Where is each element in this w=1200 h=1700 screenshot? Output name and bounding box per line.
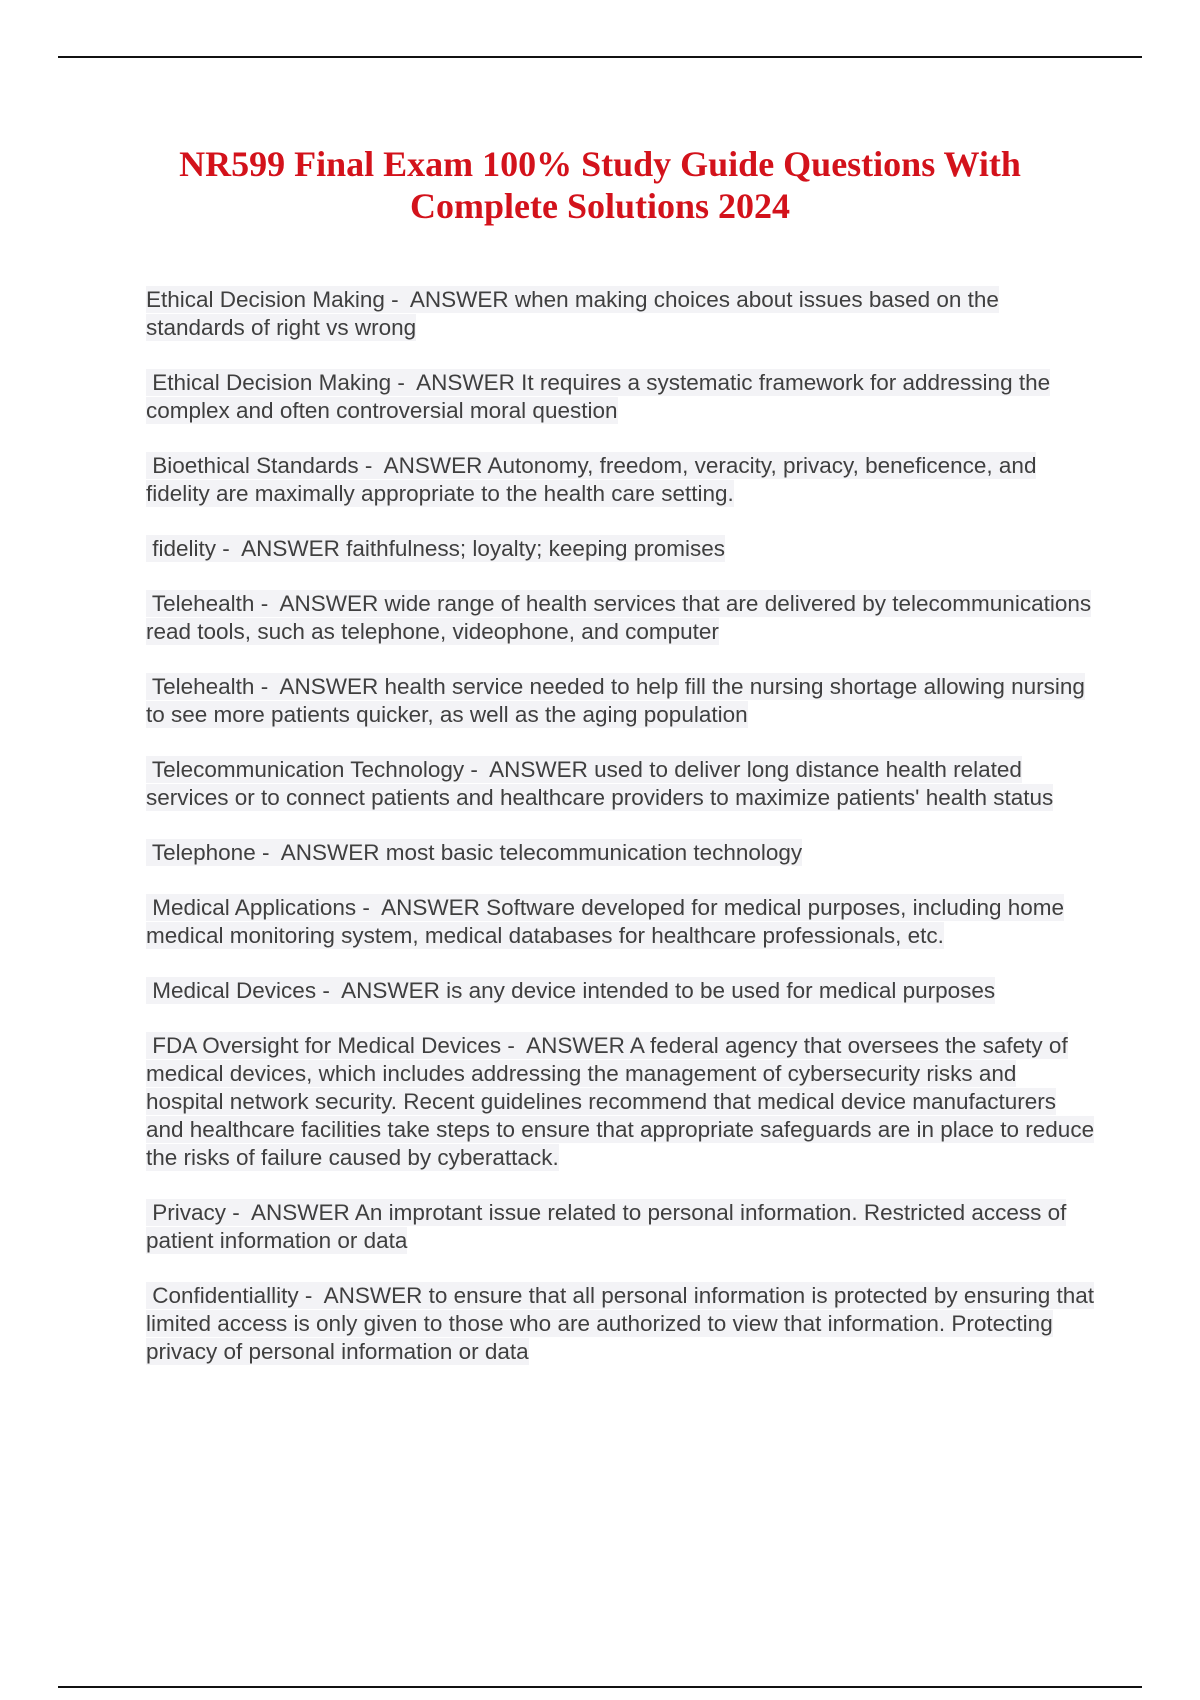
- qa-term: Telecommunication Technology: [151, 757, 465, 782]
- qa-highlight: [146, 535, 725, 562]
- qa-highlight: [146, 369, 1050, 424]
- qa-highlight: [146, 452, 1036, 507]
- qa-answer: ANSWER most basic telecommunication technology: [280, 840, 803, 865]
- qa-term: Medical Applications: [152, 895, 357, 920]
- qa-highlight: [146, 590, 1091, 645]
- qa-item: [146, 1199, 1096, 1255]
- qa-term: Bioethical Standards: [152, 453, 359, 478]
- qa-term: Telehealth: [151, 591, 255, 616]
- qa-separator: -: [316, 978, 342, 1003]
- qa-item: [146, 1282, 1096, 1366]
- qa-term: Ethical Decision Making: [152, 370, 392, 395]
- qa-item: [146, 977, 1096, 1005]
- qa-separator: -: [391, 370, 417, 395]
- qa-item: [146, 452, 1096, 508]
- qa-highlight: [146, 894, 1064, 949]
- qa-highlight: [146, 1032, 1094, 1171]
- qa-highlight: [146, 839, 802, 866]
- qa-answer: ANSWER Autonomy, freedom, veracity, privacy, beneficence, and fidelity are maximally appropriate to the health care setting.: [146, 453, 1037, 506]
- qa-separator: -: [358, 453, 384, 478]
- qa-separator: -: [216, 536, 242, 561]
- qa-item: [146, 1032, 1096, 1172]
- qa-term: Telehealth: [151, 674, 255, 699]
- qa-highlight: [146, 673, 1085, 728]
- bottom-rule: [58, 1686, 1142, 1688]
- qa-answer: ANSWER used to deliver long distance health related services or to connect patients and healthcare providers to maximize patients' health status: [146, 757, 1054, 810]
- qa-separator: -: [384, 287, 410, 312]
- qa-answer: ANSWER A federal agency that oversees the safety of medical devices, which includes addressing the management of cybersecurity risks and hospital network security. Recent guidelines recommend that medical device manufacturers and healthcare facilities take steps to ensure that appropriate safeguards are in place to reduce the risks of failure caused by cyberattack.: [146, 1033, 1095, 1170]
- qa-item: [146, 839, 1096, 867]
- top-rule: [58, 56, 1142, 58]
- qa-separator: -: [298, 1283, 324, 1308]
- qa-item: [146, 756, 1096, 812]
- qa-separator: -: [464, 757, 490, 782]
- qa-item: [146, 369, 1096, 425]
- qa-highlight: [146, 756, 1053, 811]
- qa-item: [146, 894, 1096, 950]
- qa-item: [146, 590, 1096, 646]
- qa-answer: ANSWER Software developed for medical purposes, including home medical monitoring system, medical databases for healthcare professionals, etc.: [146, 895, 1065, 948]
- qa-answer: ANSWER wide range of health services that are delivered by telecommunications read tools, such as telephone, videophone, and computer: [146, 591, 1092, 644]
- qa-answer: ANSWER to ensure that all personal information is protected by ensuring that limited access is only given to those who are authorized to view that information. Protecting privacy of personal information or data: [146, 1283, 1095, 1364]
- qa-separator: -: [255, 840, 281, 865]
- qa-term: Ethical Decision Making: [146, 287, 385, 312]
- qa-answer: ANSWER health service needed to help fill the nursing shortage allowing nursing to see more patients quicker, as well as the aging population: [146, 674, 1085, 727]
- qa-highlight: [146, 977, 995, 1004]
- qa-item: [146, 535, 1096, 563]
- qa-answer: ANSWER An improtant issue related to personal information. Restricted access of patient information or data: [146, 1200, 1067, 1253]
- qa-separator: -: [254, 591, 280, 616]
- qa-term: Medical Devices: [152, 978, 317, 1003]
- qa-separator: -: [356, 895, 382, 920]
- title-line-1: NR599 Final Exam 100% Study Guide Questions With: [179, 144, 1021, 184]
- qa-list: [146, 286, 1096, 1393]
- qa-term: Privacy: [152, 1200, 227, 1225]
- document-title: [120, 143, 1080, 227]
- qa-term: Confidentiallity: [152, 1283, 299, 1308]
- qa-highlight: [146, 1282, 1094, 1365]
- qa-answer: ANSWER faithfulness; loyalty; keeping promises: [241, 536, 726, 561]
- qa-highlight: [146, 286, 999, 341]
- qa-separator: -: [501, 1033, 527, 1058]
- qa-highlight: [146, 1199, 1066, 1254]
- qa-separator: -: [226, 1200, 252, 1225]
- qa-separator: -: [254, 674, 280, 699]
- qa-term: fidelity: [152, 536, 217, 561]
- qa-term: FDA Oversight for Medical Devices: [152, 1033, 502, 1058]
- qa-term: Telephone: [151, 840, 256, 865]
- qa-answer: ANSWER It requires a systematic framework for addressing the complex and often controversial moral question: [146, 370, 1051, 423]
- qa-answer: ANSWER when making choices about issues based on the standards of right vs wrong: [146, 287, 999, 340]
- qa-answer: ANSWER is any device intended to be used for medical purposes: [341, 978, 996, 1003]
- title-line-2: Complete Solutions 2024: [409, 186, 791, 226]
- qa-item: [146, 673, 1096, 729]
- qa-item: [146, 286, 1096, 342]
